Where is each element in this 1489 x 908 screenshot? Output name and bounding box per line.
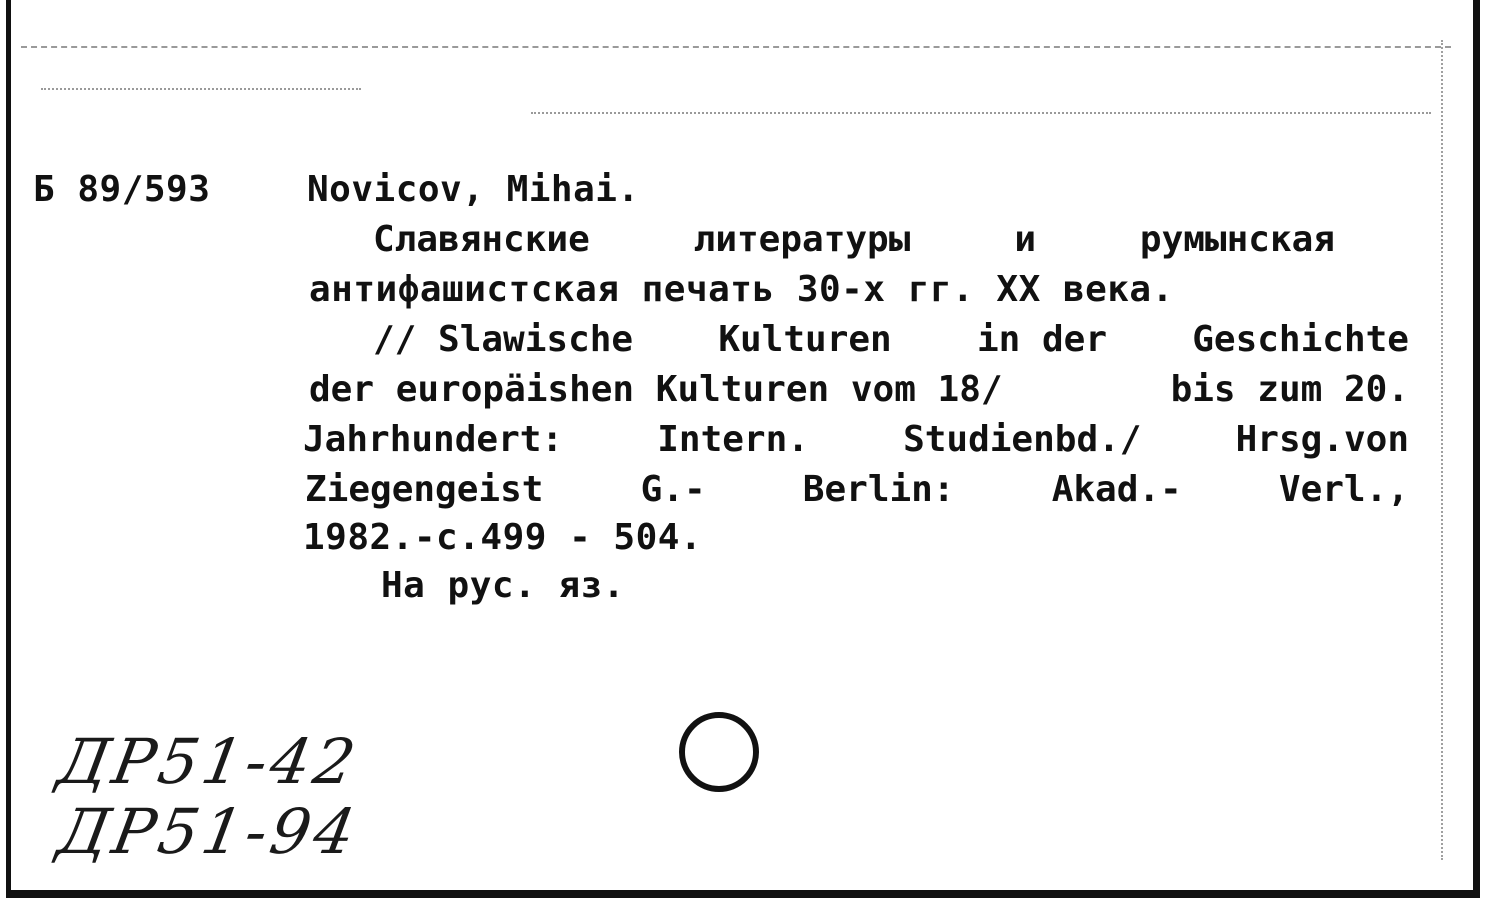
ruled-line <box>531 112 1431 114</box>
source-line-2 <box>309 370 1409 410</box>
source-word: Jahrhundert: <box>303 419 564 460</box>
source-line-3 <box>303 420 1409 460</box>
handwritten-code: ДР51-94 <box>52 795 365 868</box>
author-heading: Novicov, Mihai. <box>307 169 640 210</box>
handwritten-code: ДР51-42 <box>52 725 365 798</box>
title-word: литературы <box>693 219 911 260</box>
source-word: Geschichte <box>1192 319 1409 360</box>
call-number: Б 89/593 <box>33 169 211 210</box>
source-word: Ziegengeist <box>305 469 544 510</box>
source-word: der europäishen Kulturen vom 18/ <box>309 369 1003 410</box>
title-line-2: антифашистская печать 30-х гг. XX века. <box>309 269 1174 310</box>
source-word: G.- <box>640 469 706 510</box>
title-line-1 <box>373 220 1335 260</box>
source-word: Kulturen <box>718 319 892 360</box>
source-word: // Slawische <box>373 319 634 360</box>
language-note: На рус. яз. <box>381 565 625 606</box>
source-line-1 <box>373 320 1409 360</box>
title-word: Славянские <box>373 219 590 260</box>
ruled-line <box>1441 40 1443 860</box>
ruled-line <box>21 46 1451 48</box>
ruled-line <box>41 88 361 90</box>
source-word: Intern. <box>657 419 809 460</box>
source-word: in der <box>976 319 1107 360</box>
source-word: Verl., <box>1278 469 1409 510</box>
title-word: и <box>1014 219 1036 260</box>
title-word: румынская <box>1139 219 1335 260</box>
source-word: Akad.- <box>1051 469 1182 510</box>
source-word: bis zum 20. <box>1170 369 1409 410</box>
source-word: Berlin: <box>802 469 955 510</box>
source-word: Studienbd./ <box>903 419 1142 460</box>
punch-hole <box>679 712 759 792</box>
catalog-card <box>6 0 1480 898</box>
source-word: Hrsg.von <box>1235 419 1409 460</box>
source-line-4 <box>305 470 1409 510</box>
source-line-5: 1982.-с.499 - 504. <box>303 517 703 558</box>
